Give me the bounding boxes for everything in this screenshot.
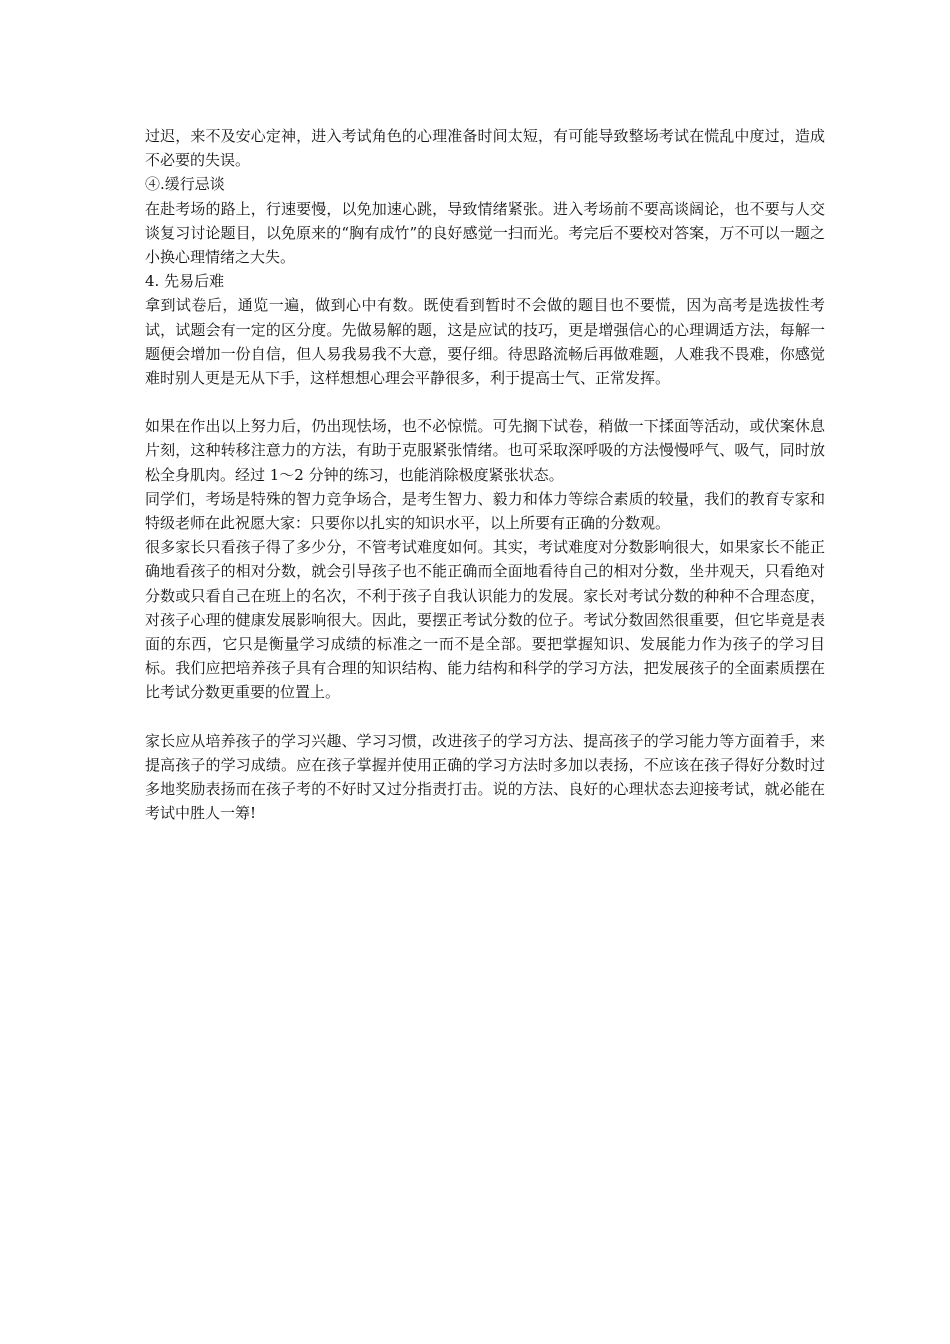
paragraph-walk-slowly: 在赴考场的路上，行速要慢，以免加速心跳，导致情绪紧张。进入考场前不要高谈阔论，也不要与人交谈复习讨论题目，以免原来的“胸有成竹”的良好感觉一扫而光。考完后不要校对答案，万不可以一题之小换心理情绪之大失。 [145, 199, 825, 267]
heading-walk-slowly: ④.缓行忌谈 [145, 175, 225, 194]
paragraph-stage-fright: 如果在作出以上努力后，仍出现怯场，也不必惊慌。可先搁下试卷，稍做一下揉面等活动，或伏案休息片刻，这种转移注意力的方法，有助于克服紧张情绪。也可采取深呼吸的方法慢慢呼气、吸气，同时放松全身肌肉。经过 1～2 分钟的练习，也能消除极度紧张状态。 [145, 417, 825, 484]
paragraph-easy-first: 拿到试卷后，通览一遍，做到心中有数。既使看到暂时不会做的题目也不要慌，因为高考是选拔性考试，试题会有一定的区分度。先做易解的题，这是应试的技巧，更是增强信心的心理调适方法，每解一题便会增加一份自信，但人易我易我不大意，要仔细。待思路流畅后再做难题，人难我不畏难，你感觉难时别人更是无从下手，这样想想心理会平静很多，利于提高士气、正常发挥。 [145, 296, 825, 388]
heading-easy-first: 4. 先易后难 [145, 272, 225, 291]
document-page [145, 124, 825, 825]
paragraph-parents-scores: 很多家长只看孩子得了多少分，不管考试难度如何。其实，考试难度对分数影响很大，如果家长不能正确地看孩子的相对分数，就会引导孩子也不能正确而全面地看待自己的相对分数，坐井观天，只看绝对分数或只看自己在班上的名次，不利于孩子自我认识能力的发展。家长对考试分数的种种不合理态度，对孩子心理的健康发展影响很大。因此，要摆正考试分数的位子。考试分数固然很重要，但它毕竟是表面的东西，它只是衡量学习成绩的标准之一而不是全部。要把掌握知识、发展能力作为孩子的学习目标。我们应把培养孩子具有合理的知识结构、能力结构和科学的学习方法，把发展孩子的全面素质摆在比考试分数更重要的位置上。 [145, 538, 825, 702]
paragraph-late-arrival: 过迟，来不及安心定神，进入考试角色的心理准备时间太短，有可能导致整场考试在慌乱中度过，造成不必要的失误。 [145, 127, 825, 170]
paragraph-spacer [145, 705, 825, 729]
paragraph-parents-methods: 家长应从培养孩子的学习兴趣、学习习惯，改进孩子的学习方法、提高孩子的学习能力等方面着手，来提高孩子的学习成绩。应在孩子掌握并使用正确的学习方法时多加以表扬，不应该在孩子得好分数时过多地奖励表扬而在孩子考的不好时又过分指责打击。说的方法、良好的心理状态去迎接考试，就必能在考试中胜人一筹! [145, 731, 825, 823]
paragraph-spacer [145, 390, 825, 414]
paragraph-students: 同学们，考场是特殊的智力竞争场合，是考生智力、毅力和体力等综合素质的较量，我们的教育专家和特级老师在此祝愿大家：只要你以扎实的知识水平，以上所要有正确的分数观。 [145, 489, 825, 533]
